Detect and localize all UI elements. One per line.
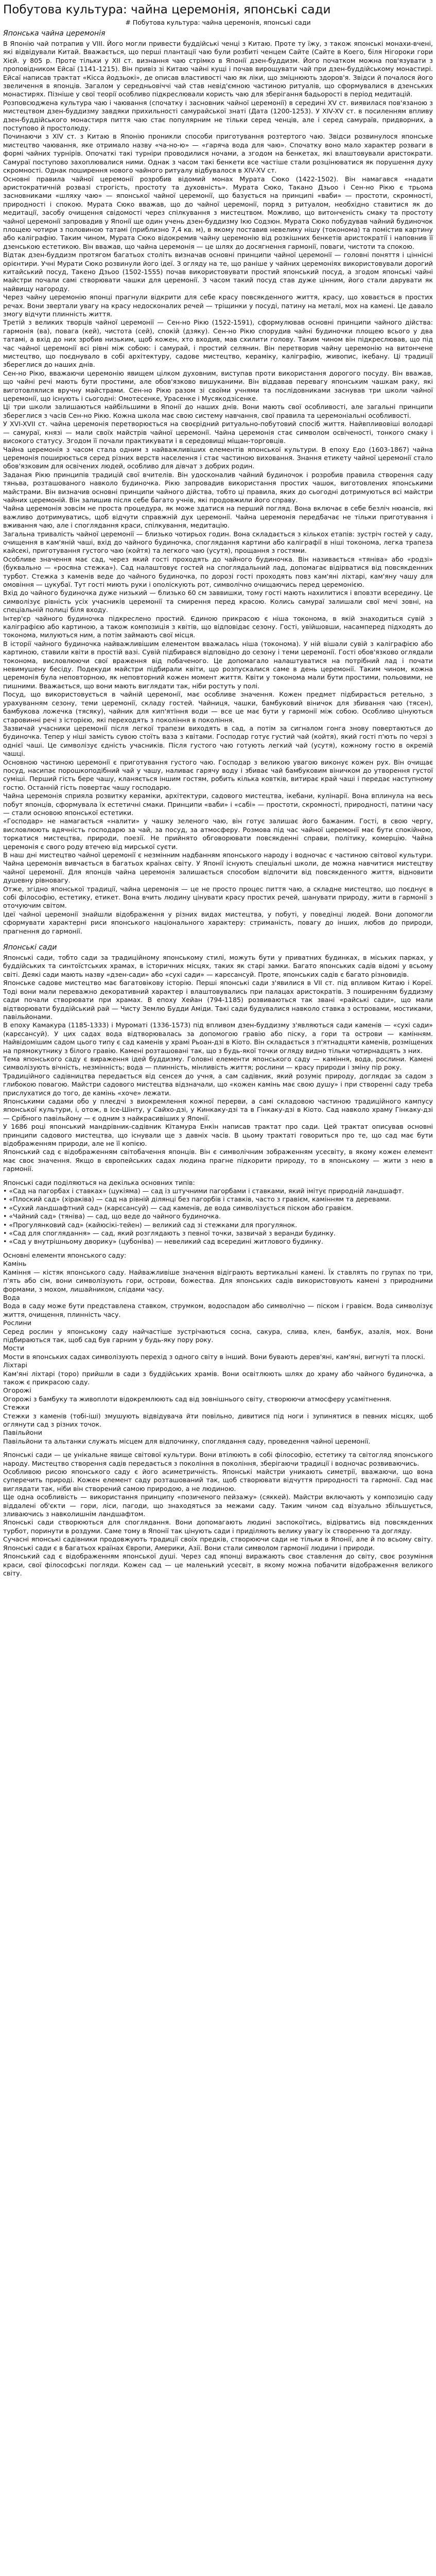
paragraph: Через чайну церемонію японці прагнули відкрити для себе красу повсякденного життя, красу, що ховається в простих речах. Вони звертали увагу на красу недосконалих речей — тріщинки у посуді, патину на металі, мох на камені. Це давало змогу відчути плинність життя. — [3, 293, 433, 318]
paragraph: Основні правила чайної церемонії розробив відомий монах Мурата Сюко (1422-1502). Він намагався «надати аристократичній розвазі строгість, простоту та духовність». Мурата Сюко, Такано Дзьоо і Сен-но Рікю є трьома засновниками «шляху чаю» — японської чайної церемонії, що базується на принципі «ваби» — простоти, скромності, природності і спокою. Мурата Сюко вважав, що до чайної церемонії, поряд з ритуалом, необхідно ставитися як до медитації, засобу очищення свідомості через спілкування з мистецтвом. Можливо, що витонченість смаку та простоту чайної церемонії запровадив у Японії ще один учень дзен-буддизму Ікю Содзюн. Мурата Сюко побудував чайний будиночок площею чотири з половиною татамі (приблизно 7,4 кв. м), в якому поставив невелику нішу (токонома) та помістив картину або каліграфію. Таким чином, Мурата Сюко відокремив чайну церемонію від розкішних бенкетів аристократії і наповнив її дзенською естетикою. Він вважав, що чайна церемонія — це шлях до досягнення гармонії, поваги, чистоти та спокою. — [3, 175, 433, 250]
paragraph: Мости в японських садах символізують перехід з одного світу в інший. Вони бувають дерев'яні, кам'яні, вигнуті та плоскі. — [3, 1352, 425, 1361]
paragraph: В епоху Камакура (1185-1333) і Муроматі (1336-1573) під впливом дзен-буддизму з'являються сади каменів — «сухі сади» (карєсансуй). У цих садах вода відтворювалась за допомогою гравію або піску, а гори та острови — камінням. Найвідомішим садом цього типу є сад каменів у храмі Рьоан-дзі в Кіото. Він складається з п'ятнадцяти каменів, розміщених на прямокутнику з білого гравію. Камені розташовані так, що з будь-якої точки огляду видно тільки чотирнадцять з них. — [3, 1021, 433, 1055]
section-heading: Японська чайна церемонія — [3, 29, 106, 38]
paragraph: Японський сад є відображенням японської душі. Через сад японці виражають своє ставлення до світу, своє розуміння краси, свої філософські погляди. Кожен сад — це маленький усесвіт, в якому можна побачити відображення великого світу. — [3, 1552, 433, 1577]
paragraph: Тема японського саду є вираження ідей буддизму. Головні елементи японського саду — каміння, вода, рослини. Камені символізують вічність, незмінність; вода — плинність, мінливість життя; рослини — красу природи і зміну пір року. — [3, 1055, 433, 1072]
paragraph: Відтак дзен-буддизм протягом багатьох століть визначав основні принципи чайної церемонії — головні поняття і ціннісні орієнтири. Учні Мурати Сюко розвинули його ідеї. З огляду на те, що раніше у чайних церемоніях використовували дорогий китайський посуд, Такено Дзьоо (1502-1555) почав використовувати простий японський посуд, а згодом японські чайні майстри почали самі створювати чашки для церемонії. З часом такий посуд став дуже цінним, його стали дарувати як найвищу нагороду. — [3, 251, 433, 293]
paragraph: В історії чайного будиночка найважливішим елементом вважалась ніша (токонома). У ній вішали сувій з каліграфією або картиною, ставили квіти в простій вазі. Сувій підбирався відповідно до сезону і теми церемонії. Гості обов'язково оглядали токонома, висловлюючи свої враження від побаченого. Це допомагало налаштуватися на потрібний лад і почати невимушену бесіду. Подекуди майстри підбирали квіти, що розпускалися саме в день церемонії. Таким чином, кожна церемонія була неповторною, як неповторний кожен момент життя. Квіти у токонома мали бути простими, польовими, не пишними. Вважається, що вони мають виглядати так, ніби ростуть у полі. — [3, 639, 433, 690]
paragraph: Ліхтарі — [3, 1361, 27, 1369]
paragraph: Японськими садами обо у плеєдчі з виокремлення кожної перерви, а самі складовою частиною традиційного кампусу японської культури, і, отож, в Ісе-Шінту, у Сайхо-дзі, у Кинкаку-дзі та в Гінкаку-дзі в Кіото. Сад навколо храму Гінкаку-дзі — Срібного павільйону — є одним з найкрасивіших у Японії. — [3, 1097, 433, 1122]
paragraph: Японські сади — це унікальне явище світової культури. Вони втілюють в собі філософію, естетику та світогляд японського народу. Мистецтво створення садів передається з покоління в покоління, зберігаючи традиції і водночас розвиваючись. — [3, 1451, 433, 1467]
paragraph: В наш дні мистецтво чайної церемонії є незмінним надбанням японського народу і водночас є частиною світової культури. Чайна церемонія вивчається в багатьох країнах світу. У Японії існують спеціальні школи, де можна навчитися мистецтву чайної церемонії. Для японців чайна церемонія залишається способом відпочити від повсякденного життя, відновити душевну рівновагу. — [3, 851, 433, 885]
paragraph: У XVI-XVII ст. чайна церемонія перетворюється на своєрідний ритуально-побутовий спосіб життя. Найвпливовіші володарі — самураї, князі — мали своїх майстрів чайної церемонії. Чайна церемонія стає символом освіченості, тонкого смаку і високого статусу. Згодом її почали практикувати і в середовищі міщан-торговців. — [3, 420, 433, 445]
paragraph: • «Прогулянковий сад» (кайюсікі-тейен) — великий сад зі стежками для прогулянок. — [3, 1221, 298, 1229]
paragraph: Японські сади, тобто сади за традиційному японському стилі, можуть бути у приватних будинках, в міських парках, у буддійських та синтоїстських храмах, в історичних місцях, таких як старі замки. Багато японських садів відомі у всьому світі. Деякі сади мають назву «дзен-сади» або «сухі сади» — карєсансуй. Проте, японських садів є багато різновидів. — [3, 954, 433, 978]
paragraph: Японські сади поділяються на декілька основних типів: — [3, 1178, 195, 1187]
article-section — [3, 1246, 433, 1446]
paragraph: Стежки з каменів (тобі-іші) змушують відвідувача йти повільно, дивитися під ноги і зупинятися в певних місцях, щоб оглянути сад з різних точок. — [3, 1412, 433, 1428]
section-text — [3, 954, 433, 1174]
paragraph: Огорожі з бамбуку та живоплоти відокремлюють сад від зовнішнього світу, створюючи атмосферу усамітнення. — [3, 1395, 392, 1403]
paragraph: Огорожі — [3, 1386, 31, 1395]
paragraph: Мости — [3, 1344, 25, 1352]
paragraph: Вхід до чайного будиночка дуже низький — близько 60 см заввишки, тому гості мають нахилитися і вповзти всередину. Це символізує рівність усіх учасників церемонії та смирення перед красою. Колись самураї залишали свої мечі зовні, на спеціальній полиці біля входу. — [3, 589, 433, 614]
paragraph: У 1686 році японський мандрівник-садівник Кітамура Енкін написав трактат про сади. Цей трактат описував основні принципи садового мистецтва, що існували ще з давніх часів. В цьому трактаті говориться про те, що сад має бути відображенням природи, але не її копією. — [3, 1123, 433, 1147]
article-section — [3, 936, 433, 1174]
paragraph: • «Плоский сад» (хіраківа) — сад на рівній ділянці без пагорбів і ставків, часто з гравієм, камінням та деревами. — [3, 1195, 391, 1204]
section-text — [3, 1451, 433, 1578]
paragraph: Ці три школи залишаються найбільшими в Японії до наших днів. Вони мають свої особливості, але загальні принципи збереглися з часів Сен-но Рікю. Кожна школа має свою систему навчання, свої правила та церемоніальні особливості. — [3, 403, 433, 419]
paragraph: Сучасні японські садівники продовжують традиції своїх предків, створюючи сади не тільки в Японії, але й по всьому світу. Японські сади є в багатьох країнах Європи, Америки, Азії. Вони стали символом гармонії людини і природи. — [3, 1535, 433, 1552]
section-gap — [3, 1446, 433, 1451]
paragraph: • «Сад на пагорбах і ставках» (цукіяма) — сад із штучними пагорбами і ставками, який імітує природній ландшафт. — [3, 1187, 404, 1195]
paragraph: Зазвичай учасники церемонії після легкої трапези виходять в сад, а потім за сигналом гонга знову повертаються до будиночка. Тепер у ніші замість сувою стоїть ваза з квітами. Господар готує густий чай (койтя), який гості п'ють по черзі з однієї чаші. Це символізує єдність учасників. Після густого чаю готують легкий чай (усутя), кожному гостю в окремій чашці. — [3, 724, 433, 758]
paragraph: Камінь — [3, 1260, 27, 1268]
section-gap — [3, 1246, 433, 1251]
paragraph: Павільйони — [3, 1429, 42, 1437]
paragraph: Стежки — [3, 1403, 30, 1412]
paragraph: Основні елементи японського саду: — [3, 1251, 127, 1259]
section-gap — [3, 1174, 433, 1179]
paragraph: Особливою рисою японського саду є його асиметричність. Японські майстри уникають симетрії, вважаючи, що вона суперечить природі. Кожен елемент саду розташований так, щоб створювати відчуття природності та гармонії. Сад має виглядати так, ніби він створений самою природою, а не людиною. — [3, 1468, 433, 1493]
paragraph: • «Сад у внутрішньому дворику» (цубоніва) — невеликий сад всередині житлового будинку. — [3, 1238, 323, 1246]
paragraph: Посуд, що використовується в чайній церемонії, має особливе значення. Кожен предмет підбирається ретельно, з урахуванням сезону, теми церемонії, складу гостей. Чайниця, чашки, бамбуковий віничок для збивання чаю (тясен), бамбукова ложечка (тясяку), чайник для кип'ятіння води — все це має бути у гармонії між собою. Особливо цінуються старовинні речі з історією, які переходять з покоління в покоління. — [3, 690, 433, 724]
breadcrumb-link-japanese-gardens[interactable]: японські сади — [263, 19, 311, 26]
paragraph: Серед рослин у японському саду найчастіше зустрічаються сосна, сакура, слива, клен, бамбук, азалія, мох. Вони підбираються так, щоб сад був гарним у будь-яку пору року. — [3, 1327, 433, 1344]
paragraph: Третій з великих творців чайної церемонії — Сен-но Рікю (1522-1591), сформулював основні принципи чайного дійства: гармонія (ва), повага (кей), чистота (сей), спокій (дзяку). Сен-но Рікю спорудив чайні будиночки площею всього у два татамі, а вхід до них зробив низьким, щоб кожен, хто входив, мав схилити голову. Таким чином він підкреслював, що під час чайної церемонії всі рівні між собою: і самурай, і простий селянин. Він перетворив чайну церемонію на витончене мистецтво, що поєднувало в собі архітектуру, садове мистецтво, кераміку, каліграфію, живопис, ікебану. Ці традиції збереглися до наших днів. — [3, 318, 433, 369]
paragraph: Починаючи з XIV ст. з Китаю в Японію проникли способи приготування розтертого чаю. Звідси розвинулося японське мистецтво чаювання, яке отримало назву «ча-но-ю» — «гаряча вода для чаю». Спочатку воно мало характер розваги в формі чайних турнірів. Опочаткі такі турніри проводилися ночами, а згодом на бенкетах, які влаштовували аристократи. Самураї поступово захоплювалися ними. Однак з часом такі бенкети все частіше стали розцінюватися як порушення духу скромності. Однак поширення нового чайного ритуалу відбувалося в XIV-XV ст. — [3, 132, 433, 175]
paragraph: «Господар» не намагається «налити» у чашку зеленого чаю, він готує залишає його бажаним. Гості, в свою чергу, висловлюють вдячність господарю за чай, за посуд, за атмосферу. Розмова під час чайної церемонії має бути спокійною, торкатися мистецтва, природи, поезії. Не прийнято обговорювати повсякденні справи, політику, комерцію. Чайна церемонія є свого роду втечею від мирської суєти. — [3, 817, 433, 851]
breadcrumb — [3, 18, 433, 27]
section-text — [3, 1179, 433, 1246]
paragraph: Чайна церемонія зовсім не проста процедура, як може здатися на перший погляд. Вона включає в себе безліч нюансів, які важливо дотримуватись, щоб відчути справжній дух церемонії. Чайна церемонія передбачає не тільки приготування і вживання чаю, але і споглядання краси, спілкування, медитацію. — [3, 504, 433, 530]
paragraph: Кам'яні ліхтарі (торо) прийшли в сади з буддійських храмів. Вони освітлюють шлях до храму або чайного будиночка, а також є прикрасою саду. — [3, 1369, 433, 1386]
paragraph: Сен-но Рікю, вважаючи церемонію явищем цілком духовним, виступав проти використання дорогого посуду. Він вважав, що чайні речі мають бути простими, але обов'язково вишуканими. Він віддавав перевагу японським чашкам раку, які виготовлялися вручну майстрами. Сен-но Рікю разом зі своїми учнями та послідовниками заснував три школи чайної церемонії, що існують і сьогодні: Омотесенке, Урасенке і Мусякодзісенке. — [3, 369, 433, 403]
paragraph: Ще одна особливість — використання принципу «позиченого пейзажу» (сяккей). Майстри включають у композицію саду віддалені об'єкти — гори, ліси, пагоди, що знаходяться за межами саду. Таким чином сад візуально збільшується, зливаючись з навколишнім ландшафтом. — [3, 1493, 433, 1518]
section-text — [3, 40, 433, 936]
paragraph: Особливе значення має сад, через який гості проходять до чайного будиночка. Він називається «тяніва» або «родзі» (буквально — «росяна стежка»). Сад налаштовує гостей на споглядальний лад, допомагає відірватися від повсякденних турбот. Стежка з каменів веде до чайного будиночка, по дорозі гості проходять повз кам'яні ліхтарі, кам'яну чашу для омовіння — цукубаї. Тут гості миють руки і ополіскують рот, символічно очищаючись перед церемонією. — [3, 555, 433, 588]
article-section — [3, 1446, 433, 1578]
paragraph: Японські сади створюються для споглядання. Вони допомагають людині заспокоїтись, відірватись від повсякденних турбот, поринути в роздуми. Саме тому в Японії так цінують сади і приділяють велику увагу їх створенню та догляду. — [3, 1518, 433, 1535]
paragraph: Заданая Рікю принципів традицій свої вчителів. Він удосконалив чайний будиночок і розробив правила створення саду тяньва, розташованого навколо будиночка. Рікю запровадив використання простих чашок, виготовлених японськими майстрами. Він визначив основні принципи чайного дійства, тобто ці правила, яких до сьогодні дотримуються всі майстри чайних церемоній. Він залишив після себе багато учнів, які продовжили його справу. — [3, 470, 433, 504]
breadcrumb-separator: , — [259, 19, 264, 26]
paragraph: Чайна церемонія з часом стала одним з найважливіших елементів японської культури. В епоху Едо (1603-1867) чайна церемонія поширюється серед різних верств населення і стає частиною виховання. Знання етикету чайної церемонії стало обов'язковим для освічених людей, особливо для дівчат з добрих родин. — [3, 445, 433, 470]
paragraph: Чайна церемонія сприяла розвитку кераміки, архітектури, садового мистецтва, ікебани, кулінарії. Вона вплинула на весь побут японців, сформувала їх естетичні смаки. Принципи «ваби» і «сабі» — простоти, скромності, природності, патини часу — стали основою японської естетики. — [3, 792, 433, 817]
paragraph: Вода в саду може бути представлена ставком, струмком, водоспадом або символічно — піском і гравієм. Вода символізує життя, очищення, плинність часу. — [3, 1302, 433, 1318]
paragraph: Ідеї чайної церемонії знайшли відображення у різних видах мистецтва, у побуті, у поведінці людей. Вони допомогли сформувати характерні риси японського національного характеру: стриманість, повагу до інших, любов до природи, прагнення до гармонії. — [3, 910, 433, 935]
paragraph: Японський сад є відображенням світобачення японців. Він є символічним зображенням усесвіту, в якому кожен елемент має своє значення. Якщо в європейських садах людина прагне підкорити природу, то в японському — жити з нею в гармонії. — [3, 1148, 433, 1173]
section-gap — [3, 936, 433, 941]
paragraph: Основною частиною церемонії є приготування густого чаю. Господар з великою увагою виконує кожен рух. Він очищає посуд, насипає порошкоподібний чай у чашу, наливає гарячу воду і збиває чай бамбуковим віничком до утворення густої суміші. Перший гість бере чашу, кланяється іншим гостям, робить кілька ковтків, витирає край чаші і передає наступному гостю. Останній гість повертає чашу господарю. — [3, 758, 433, 791]
section-heading: Японські сади — [3, 943, 57, 952]
paragraph: • «Сухий ландшафтний сад» (карєсансуй) — сад каменів, де вода символізується піском або гравієм. — [3, 1204, 354, 1212]
paragraph: Традиційного садівництва передається від сенсея до учня, а сам садівник, який розуміє природу, доглядає за садом з глибокою повагою. Майстри садового мистецтва відзначали, що «кожен камінь має свою душу» і при створенні саду треба прислухатися до того, де камінь «хоче» лежати. — [3, 1072, 433, 1097]
paragraph: • «Сад для споглядання» — сад, який розглядають з певної точки, зазвичай з веранди будинку. — [3, 1229, 336, 1238]
article-body — [3, 29, 433, 1578]
paragraph: В Японію чай потрапив у VIII. Його могли привести буддійські ченці з Китаю. Проте ту їжу, з також японські монахи-вчені, які відвідували Китай. Вважається, що перші плантації чаю були розбиті ченцем Сайте (Сайте в Коего, біля Нігороки гори Хієй. у 805 р. Проте тільки у XII ст. визнання чаю стрімко в Японії дзен-буддизм. Його початком можна пов'язувати з проповідником Ейсаї (1141-1215). Він привіз зі Китаю чайні кущі і почав вирощувати чай при дзен-буддійському монастирі. Ейсаї написав трактат «Кісса йодзьокі», де описав властивості чаю як ліки, що зміцнюють здоров'я. Звідси й почалося його звеличення в японців. Загалом у середньовіччі чай став невід'ємною частиною ритуалів, що сформувалися в дзенських монастирях. Пізніше у свої теорії особливо підкреслювали користь чаю для зберігання бадьорості в період медитацій. — [3, 40, 433, 98]
paragraph: Вода — [3, 1293, 20, 1301]
breadcrumb-prefix: # Побутова культура: — [125, 19, 202, 26]
breadcrumb-link-tea-ceremony[interactable]: чайна церемонія — [202, 19, 259, 26]
paragraph: Рослини — [3, 1319, 31, 1327]
section-text — [3, 1251, 433, 1446]
paragraph: Павільйони та альтанки служать місцем для відпочинку, споглядання саду, проведення чайної церемонії. — [3, 1437, 371, 1445]
paragraph: Інтер'єр чайного будиночка підкреслено простий. Єдиною прикрасою є ніша токонома, в якій знаходиться сувій з каліграфією або картиною, а також композиція з квітів, що відповідає сезону. Гості, увійшовши, насамперед підходять до токонома, милуються ним, а потім займають свої місця. — [3, 614, 433, 639]
paragraph: Каміння — кістяк японського саду. Найважливіше значення відіграють вертикальні камені. Їх ставлять по групах по три, п'ять або сім, вони символізують гори, острови, божества. Для японських садів використовують камені з природними формами, з мохом, лишайником, слідами часу. — [3, 1268, 433, 1293]
article-section — [3, 1174, 433, 1246]
paragraph: Загальна тривалість чайної церемонії — близько чотирьох годин. Вона складається з кількох етапів: зустріч гостей у саду, очищення в кам'яній чаші, вхід до чайного будиночка, споглядання картини або каліграфії в ніші токонома, легка трапеза кайсекі, приготування густого чаю (койтя) та легкого чаю (усутя), прощання з гостями. — [3, 530, 433, 555]
page-title: Побутова культура: чайна церемонія, японські сади — [3, 3, 331, 16]
paragraph: • «Чайний сад» (тяніва) — сад, що веде до чайного будиночка. — [3, 1212, 221, 1221]
paragraph: Японське садове мистецтво має багатовікову історію. Перші японські сади з'явилися в VII ст. під впливом Китаю і Кореї. Тоді вони мали переважно декоративний характер і влаштовувались при палацах аристократів. З поширенням буддизму сади почали створювати при храмах. В епоху Хейан (794-1185) розвиваються так звані «райські сади», що мали відтворювати буддійський рай — Чисту Землю Будди Аміди. Такі сади будувалися навколо ставка з островами, мостиками, павільйонами. — [3, 979, 433, 1021]
paragraph: Розповсюджена культура чаю і чаювання (спочатку і засновник чайної церемонії) в середині XV ст. виявилася пов'язаною з мистецтвом дзен-буддизму завдяки прихильності самурайської знаті (Дата (1200-1253). У XIV-XV ст. в посиленням впливу дзен-буддійського монастиря пиття чаю стає популярним не тільки серед ченців, але і серед самураїв, придворних, а поступово й простолюду. — [3, 98, 433, 132]
article-section — [3, 29, 433, 936]
paragraph: Отже, згідно японської традиції, чайна церемонія — це не просто процес пиття чаю, а складне мистецтво, що поєднує в собі філософію, естетику, етикет. Вона вчить людину цінувати красу простих речей, шанувати природу, жити в гармонії з оточуючим світом. — [3, 885, 433, 910]
